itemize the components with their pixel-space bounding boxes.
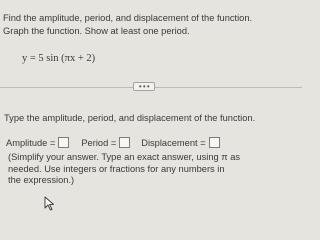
note-line-1: (Simplify your answer. Type an exact answer, using π as <box>8 152 241 162</box>
period-label: Period = <box>81 137 117 148</box>
answer-instruction: Type the amplitude, period, and displacement of the function. <box>4 113 256 123</box>
question-prompt <box>3 12 252 37</box>
note-line-2: needed. Use integers or fractions for any numbers in <box>8 163 225 174</box>
displacement-input[interactable] <box>209 137 220 148</box>
amplitude-input[interactable] <box>58 137 69 148</box>
amplitude-label: Amplitude = <box>6 137 56 148</box>
note-line-3: the expression.) <box>8 175 75 185</box>
expand-button[interactable] <box>133 82 155 91</box>
answer-note <box>8 152 240 187</box>
period-input[interactable] <box>119 137 130 148</box>
displacement-label: Displacement = <box>141 137 206 148</box>
question-line-1: Find the amplitude, period, and displacement of the function. <box>3 13 253 23</box>
answer-row <box>6 137 220 148</box>
question-line-2: Graph the function. Show at least one period. <box>3 25 190 36</box>
pointer-cursor-icon <box>44 196 56 211</box>
more-dots-icon: • • • <box>138 81 150 91</box>
function-equation: y = 5 sin (πx + 2) <box>22 53 96 64</box>
